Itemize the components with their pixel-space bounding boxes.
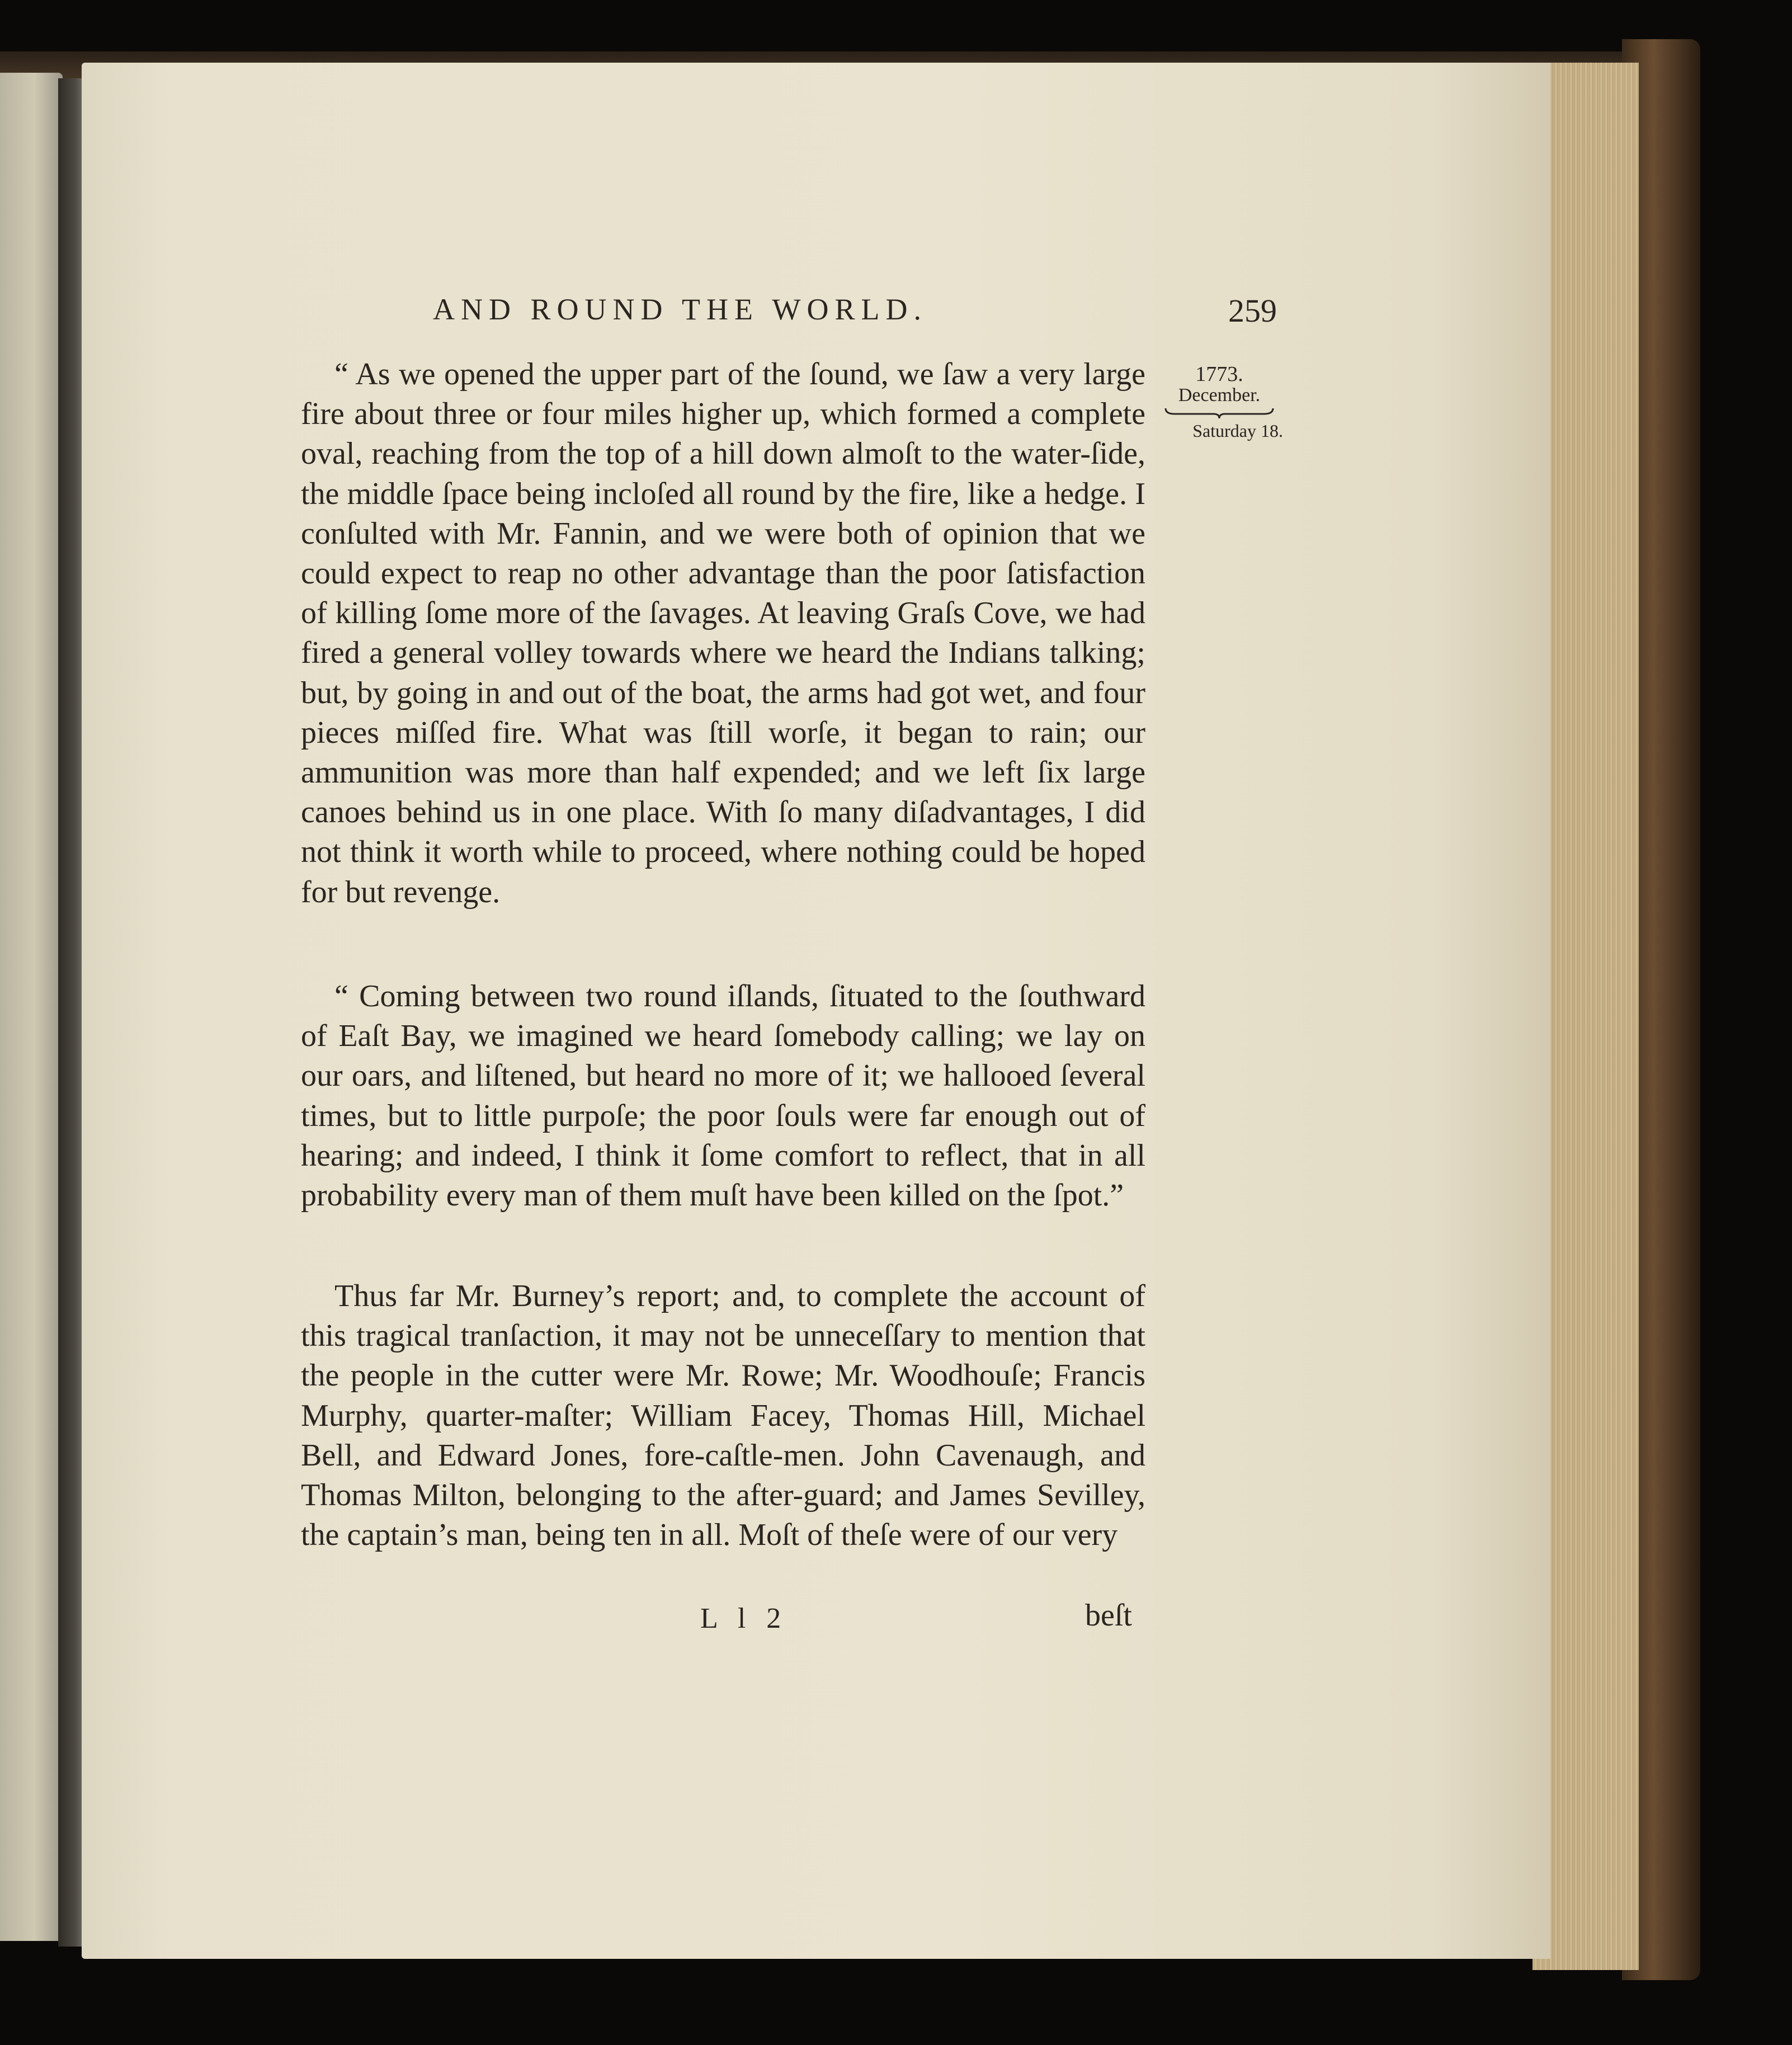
running-head: AND ROUND THE WORLD.	[433, 293, 927, 326]
catchword: beſt	[1085, 1598, 1132, 1633]
paragraph-1: “ As we opened the upper part of the ſound, we ſaw a very large fire about three or four miles higher up, which formed a complete oval, reaching from the top of a hill down almoſt to the water-ſide, the middle ſpace being incloſed all round by the fire, like a hedge. I conſulted with Mr. Fannin, and we were both of opinion that we could expect to reap no other advantage than the poor ſatisfaction of killing ſome more of the ſavages. At leaving Graſs Cove, we had fired a general volley towards where we heard the Indians talking; but, by going in and out of the boat, the arms had got wet, and four pieces miſſed fire. What was ſtill worſe, it began to rain; our ammunition was more than half expended; and we left ſix large canoes behind us in one place. With ſo many diſadvantages, I did not think it worth while to proceed, where nothing could be hoped for but revenge.	[301, 357, 1145, 910]
paragraph-3: Thus far Mr. Burney’s report; and, to complete the account of this tragical tranſaction, it may not be unneceſſary to mention that the people in the cutter were Mr. Rowe; Mr. Woodhouſe; Francis Murphy, quarter-maſter; William Facey, Thomas Hill, Michael Bell, and Edward Jones, fore-caſtle-men. John Cavenaugh, and Thomas Milton, belonging to the after-guard; and James Sevilley, the captain’s man, being ten in all. Moſt of theſe were of our very	[301, 1279, 1145, 1553]
marginal-year: 1773.	[1195, 362, 1243, 386]
marginal-date-note	[1152, 364, 1286, 440]
brace-icon	[1163, 407, 1275, 420]
marginal-day: Saturday 18.	[1192, 421, 1283, 441]
page-number: 259	[1228, 293, 1277, 329]
left-page-edge	[0, 73, 63, 1941]
marginal-month: December.	[1178, 385, 1261, 406]
signature-mark: L l 2	[700, 1603, 788, 1634]
paragraph-2: “ Coming between two round iſlands, ſituated to the ſouthward of Eaſt Bay, we imagined we heard ſomebody calling; we lay on our oars, and liſtened, but heard no more of it; we hallooed ſeveral times, but to little purpoſe; the poor ſouls were far enough out of hearing; and indeed, I think it ſome comfort to reflect, that in all probability every man of them muſt have been killed on the ſpot.”	[301, 979, 1145, 1213]
